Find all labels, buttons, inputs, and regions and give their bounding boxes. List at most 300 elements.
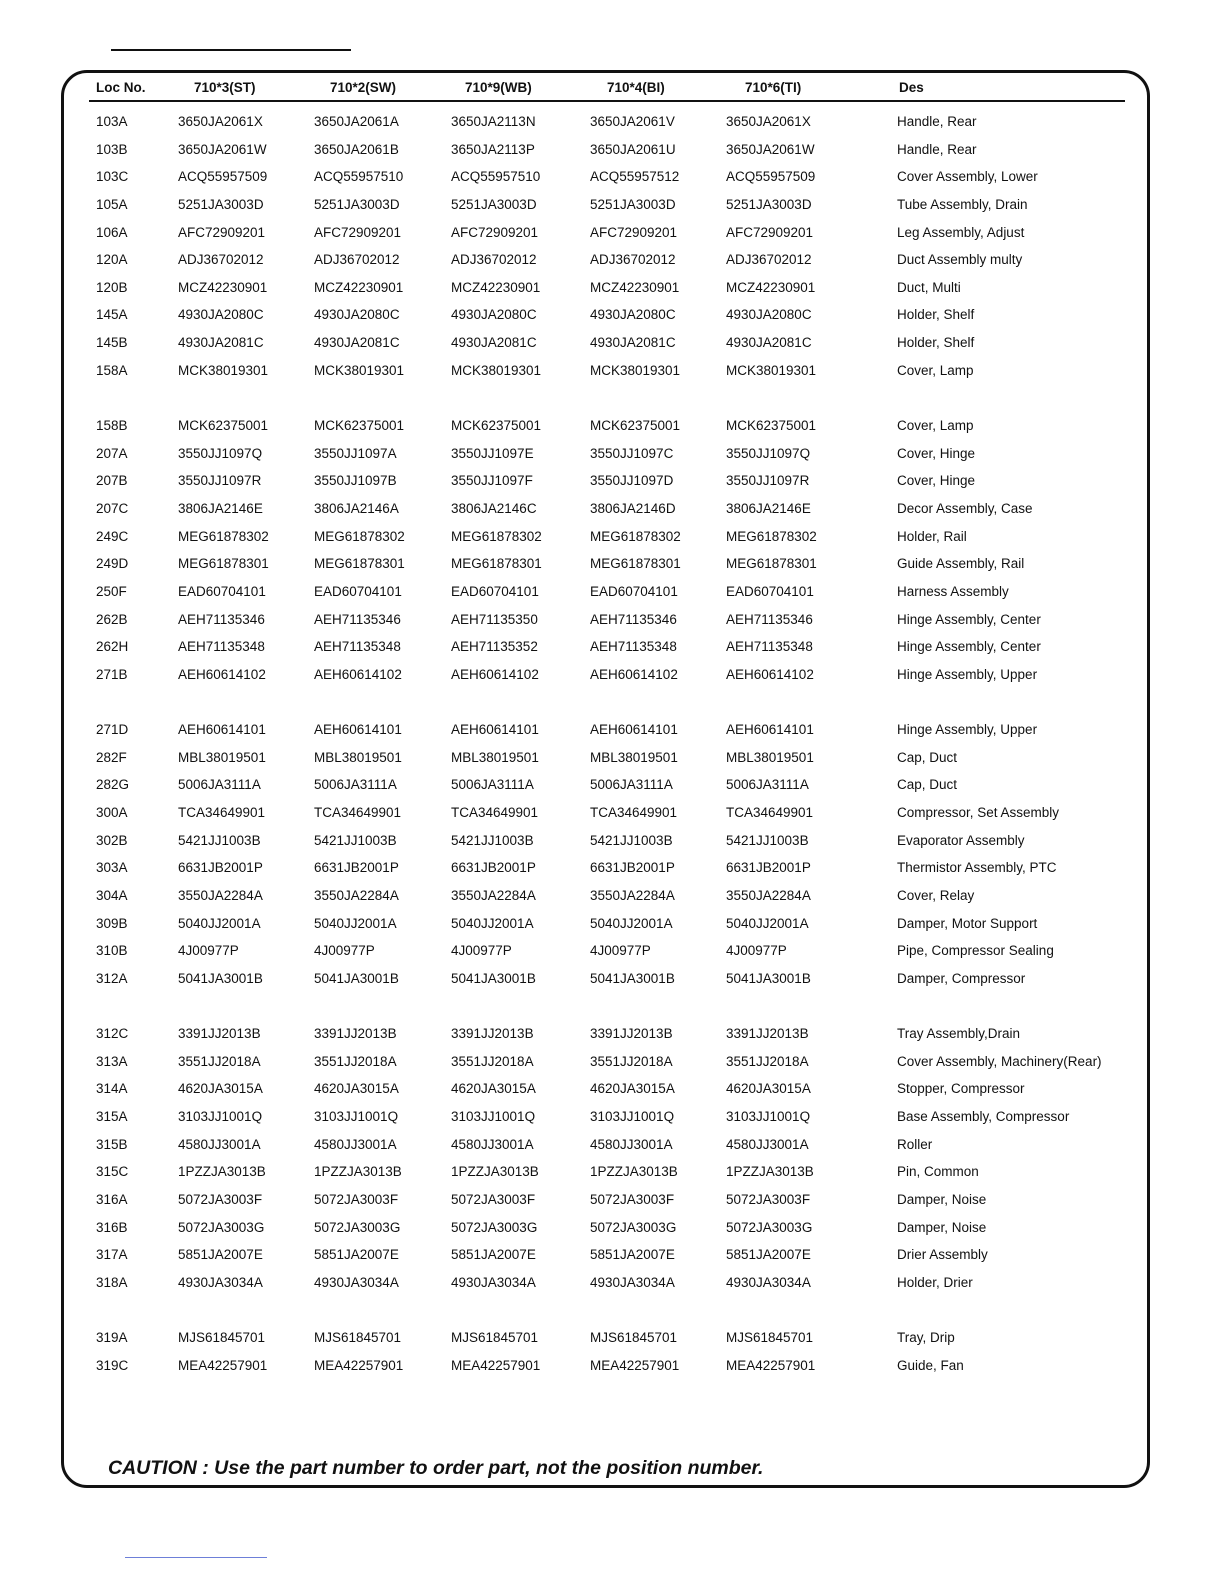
part-number-cell: MJS61845701	[178, 1330, 266, 1346]
loc-no-cell: 282F	[96, 749, 127, 765]
part-number-cell: 3650JA2061B	[314, 141, 399, 157]
part-number-cell: MCZ42230901	[726, 279, 816, 295]
description-cell: Handle, Rear	[897, 141, 977, 157]
loc-no-cell: 145A	[96, 307, 128, 323]
description-cell: Cover, Hinge	[897, 445, 976, 461]
description-cell: Hinge Assembly, Upper	[897, 666, 1038, 682]
part-number-cell: ACQ55957509	[178, 169, 268, 185]
part-number-cell: TCA34649901	[590, 805, 678, 821]
description-cell: Guide Assembly, Rail	[897, 556, 1025, 572]
part-number-cell: 3391JJ2013B	[314, 1026, 397, 1042]
table-row	[0, 550, 1224, 578]
part-number-cell: 5421JJ1003B	[590, 832, 673, 848]
part-number-cell: 5072JA3003G	[451, 1219, 538, 1235]
part-number-cell: MEG61878302	[590, 528, 681, 544]
part-number-cell: ACQ55957509	[726, 169, 816, 185]
loc-no-cell: 120A	[96, 252, 128, 268]
part-number-cell: 3550JJ1097E	[451, 445, 534, 461]
part-number-cell: 3650JA2061X	[178, 114, 263, 129]
part-number-cell: ACQ55957510	[451, 169, 541, 185]
part-number-cell: 1PZZJA3013B	[590, 1164, 678, 1180]
description-cell: Cap, Duct	[897, 749, 958, 765]
table-row	[0, 910, 1224, 938]
description-cell: Thermistor Assembly, PTC	[897, 860, 1057, 876]
table-row	[0, 274, 1224, 302]
part-number-cell: MEG61878301	[178, 556, 269, 572]
description-cell: Pin, Common	[897, 1164, 979, 1180]
part-number-cell: 3550JJ1097Q	[726, 445, 811, 461]
loc-no-cell: 103C	[96, 169, 129, 185]
part-number-cell: 3650JA2061A	[314, 114, 399, 129]
part-number-cell: 3551JJ2018A	[314, 1053, 397, 1069]
part-number-cell: ACQ55957510	[314, 169, 404, 185]
table-row	[0, 495, 1224, 523]
loc-no-cell: 302B	[96, 832, 128, 848]
part-number-cell: 4J00977P	[314, 943, 375, 959]
loc-no-cell: 282G	[96, 777, 130, 793]
table-row	[0, 1186, 1224, 1214]
table-row	[0, 965, 1224, 993]
part-number-cell: 5072JA3003G	[314, 1219, 401, 1235]
part-number-cell: 3806JA2146C	[451, 500, 537, 516]
table-row	[0, 191, 1224, 219]
table-row	[0, 523, 1224, 551]
loc-no-cell: 103A	[96, 114, 128, 129]
loc-no-cell: 315B	[96, 1136, 128, 1152]
description-cell: Damper, Noise	[897, 1219, 987, 1235]
part-number-cell: ACQ55957512	[590, 169, 680, 185]
part-number-cell: MEG61878301	[314, 556, 405, 572]
part-number-cell: 4J00977P	[726, 943, 787, 959]
part-number-cell: MEG61878302	[726, 528, 817, 544]
loc-no-cell: 207C	[96, 500, 129, 516]
loc-no-cell: 314A	[96, 1081, 128, 1097]
part-number-cell: MCK62375001	[314, 418, 405, 434]
description-cell: Damper, Noise	[897, 1191, 987, 1207]
part-number-cell: 4J00977P	[451, 943, 512, 959]
description-cell: Cover, Relay	[897, 887, 975, 903]
description-cell: Duct Assembly multy	[897, 252, 1023, 268]
part-number-cell: AEH71135346	[178, 611, 265, 627]
table-row	[0, 357, 1224, 385]
part-number-cell: 6631JB2001P	[726, 860, 811, 876]
part-number-cell: 3650JA2061X	[726, 114, 811, 129]
part-number-cell: 5072JA3003G	[726, 1219, 813, 1235]
part-number-cell: MCK38019301	[451, 362, 542, 378]
part-number-cell: MEG61878302	[451, 528, 542, 544]
part-number-cell: 3103JJ1001Q	[314, 1109, 399, 1125]
part-number-cell: 5851JA2007E	[590, 1247, 675, 1263]
part-number-cell: 3103JJ1001Q	[178, 1109, 263, 1125]
part-number-cell: 5251JA3003D	[314, 196, 400, 212]
header-model-st: 710*3(ST)	[194, 80, 256, 95]
part-number-cell: 4930JA2081C	[178, 335, 264, 351]
part-number-cell: 6631JB2001P	[314, 860, 399, 876]
part-number-cell: AEH60614101	[314, 722, 402, 738]
part-number-cell: 5851JA2007E	[178, 1247, 263, 1263]
top-rule	[111, 49, 351, 51]
part-number-cell: EAD60704101	[314, 583, 402, 599]
part-number-cell: MBL38019501	[451, 749, 539, 765]
description-cell: Hinge Assembly, Center	[897, 639, 1041, 655]
part-number-cell: 4580JJ3001A	[178, 1136, 261, 1152]
part-number-cell: 4J00977P	[590, 943, 651, 959]
description-cell: Leg Assembly, Adjust	[897, 224, 1025, 240]
description-cell: Stopper, Compressor	[897, 1081, 1025, 1097]
header-description: Des	[899, 80, 924, 95]
loc-no-cell: 262B	[96, 611, 128, 627]
part-number-cell: MCZ42230901	[314, 279, 404, 295]
part-number-cell: AEH71135350	[451, 611, 538, 627]
part-number-cell: 3650JA2061U	[590, 141, 676, 157]
part-number-cell: 5251JA3003D	[451, 196, 537, 212]
header-model-wb: 710*9(WB)	[465, 80, 532, 95]
part-number-cell: 4620JA3015A	[451, 1081, 536, 1097]
part-number-cell: 4930JA3034A	[590, 1274, 675, 1290]
part-number-cell: AFC72909201	[178, 224, 266, 240]
description-cell: Tray Assembly,Drain	[897, 1026, 1021, 1042]
part-number-cell: 1PZZJA3013B	[451, 1164, 539, 1180]
part-number-cell: 5421JJ1003B	[451, 832, 534, 848]
loc-no-cell: 106A	[96, 224, 128, 240]
part-number-cell: 3103JJ1001Q	[726, 1109, 811, 1125]
part-number-cell: MJS61845701	[590, 1330, 678, 1346]
part-number-cell: EAD60704101	[590, 583, 678, 599]
part-number-cell: MCZ42230901	[178, 279, 268, 295]
part-number-cell: 4930JA2081C	[314, 335, 400, 351]
part-number-cell: MBL38019501	[726, 749, 814, 765]
part-number-cell: 5006JA3111A	[178, 777, 261, 793]
part-number-cell: AEH71135346	[590, 611, 677, 627]
part-number-cell: 5040JJ2001A	[314, 915, 397, 931]
part-number-cell: MEA42257901	[726, 1357, 816, 1373]
description-cell: Tray, Drip	[897, 1330, 955, 1346]
table-row	[0, 1158, 1224, 1186]
caution-note: CAUTION : Use the part number to order part, not the position number.	[108, 1457, 764, 1479]
part-number-cell: ADJ36702012	[314, 252, 400, 268]
part-number-cell: 3650JA2061V	[590, 114, 675, 129]
loc-no-cell: 250F	[96, 583, 127, 599]
table-row	[0, 882, 1224, 910]
part-number-cell: 5040JJ2001A	[451, 915, 534, 931]
loc-no-cell: 262H	[96, 639, 129, 655]
part-number-cell: 4930JA3034A	[451, 1274, 536, 1290]
part-number-cell: 6631JB2001P	[178, 860, 263, 876]
loc-no-cell: 120B	[96, 279, 128, 295]
part-number-cell: EAD60704101	[451, 583, 539, 599]
part-number-cell: 4580JJ3001A	[726, 1136, 809, 1152]
part-number-cell: 5251JA3003D	[726, 196, 812, 212]
part-number-cell: AEH60614102	[726, 666, 814, 682]
header-model-sw: 710*2(SW)	[330, 80, 397, 95]
parts-table-body	[0, 108, 1224, 1379]
part-number-cell: AFC72909201	[590, 224, 678, 240]
part-number-cell: 3550JA2284A	[178, 887, 263, 903]
part-number-cell: 4930JA2081C	[451, 335, 537, 351]
part-number-cell: 4620JA3015A	[314, 1081, 399, 1097]
part-number-cell: AEH60614101	[451, 722, 539, 738]
loc-no-cell: 310B	[96, 943, 128, 959]
part-number-cell: MCZ42230901	[590, 279, 680, 295]
part-number-cell: AEH60614102	[314, 666, 402, 682]
part-number-cell: AEH60614101	[726, 722, 814, 738]
part-number-cell: 5251JA3003D	[178, 196, 264, 212]
part-number-cell: 4620JA3015A	[590, 1081, 675, 1097]
part-number-cell: 3650JA2061W	[178, 141, 267, 157]
part-number-cell: MEG61878301	[451, 556, 542, 572]
table-row	[0, 1020, 1224, 1048]
header-loc-no: Loc No.	[96, 80, 146, 95]
part-number-cell: 3391JJ2013B	[451, 1026, 534, 1042]
table-row	[0, 578, 1224, 606]
loc-no-cell: 207A	[96, 445, 128, 461]
part-number-cell: 3650JA2061W	[726, 141, 815, 157]
part-number-cell: AEH60614102	[178, 666, 266, 682]
part-number-cell: MEA42257901	[314, 1357, 404, 1373]
part-number-cell: AEH71135348	[314, 639, 401, 655]
part-number-cell: 3550JA2284A	[590, 887, 675, 903]
part-number-cell: 4930JA3034A	[314, 1274, 399, 1290]
part-number-cell: 5041JA3001B	[726, 970, 811, 986]
part-number-cell: 6631JB2001P	[451, 860, 536, 876]
part-number-cell: 4930JA2080C	[451, 307, 537, 323]
description-cell: Cap, Duct	[897, 777, 958, 793]
part-number-cell: 5006JA3111A	[590, 777, 673, 793]
table-row	[0, 827, 1224, 855]
part-number-cell: 5041JA3001B	[178, 970, 263, 986]
part-number-cell: AFC72909201	[451, 224, 539, 240]
part-number-cell: 3550JJ1097R	[726, 473, 810, 489]
part-number-cell: 5851JA2007E	[314, 1247, 399, 1263]
part-number-cell: 6631JB2001P	[590, 860, 675, 876]
table-row	[0, 937, 1224, 965]
part-number-cell: 5072JA3003F	[178, 1191, 263, 1207]
table-row	[0, 633, 1224, 661]
loc-no-cell: 158B	[96, 418, 128, 434]
description-cell: Cover, Lamp	[897, 362, 974, 378]
table-row	[0, 1269, 1224, 1297]
table-row	[0, 1241, 1224, 1269]
part-number-cell: MCK38019301	[178, 362, 269, 378]
part-number-cell: EAD60704101	[726, 583, 814, 599]
loc-no-cell: 312C	[96, 1026, 129, 1042]
part-number-cell: 3550JJ1097D	[590, 473, 674, 489]
part-number-cell: 3551JJ2018A	[590, 1053, 673, 1069]
part-number-cell: TCA34649901	[178, 805, 266, 821]
part-number-cell: 3806JA2146E	[726, 500, 811, 516]
loc-no-cell: 309B	[96, 915, 128, 931]
loc-no-cell: 315A	[96, 1109, 128, 1125]
table-row	[0, 1048, 1224, 1076]
part-number-cell: 3550JJ1097F	[451, 473, 533, 489]
part-number-cell: 3551JJ2018A	[726, 1053, 809, 1069]
loc-no-cell: 317A	[96, 1247, 128, 1263]
description-cell: Holder, Shelf	[897, 335, 975, 351]
description-cell: Cover, Lamp	[897, 418, 974, 434]
loc-no-cell: 249C	[96, 528, 129, 544]
part-number-cell: 5421JJ1003B	[178, 832, 261, 848]
part-number-cell: MEG61878301	[726, 556, 817, 572]
table-row	[0, 1075, 1224, 1103]
part-number-cell: MJS61845701	[726, 1330, 814, 1346]
part-number-cell: 5072JA3003G	[178, 1219, 265, 1235]
part-number-cell: ADJ36702012	[178, 252, 264, 268]
table-row	[0, 329, 1224, 357]
part-number-cell: ADJ36702012	[451, 252, 537, 268]
part-number-cell: AEH71135346	[314, 611, 401, 627]
part-number-cell: 4930JA2080C	[178, 307, 264, 323]
part-number-cell: 5421JJ1003B	[726, 832, 809, 848]
part-number-cell: 5421JJ1003B	[314, 832, 397, 848]
description-cell: Duct, Multi	[897, 279, 961, 295]
part-number-cell: 5040JJ2001A	[726, 915, 809, 931]
loc-no-cell: 105A	[96, 196, 128, 212]
part-number-cell: 4620JA3015A	[178, 1081, 263, 1097]
table-row	[0, 108, 1224, 136]
part-number-cell: MBL38019501	[178, 749, 266, 765]
table-row	[0, 716, 1224, 744]
table-row	[0, 1324, 1224, 1352]
part-number-cell: 4580JJ3001A	[451, 1136, 534, 1152]
loc-no-cell: 316A	[96, 1191, 128, 1207]
part-number-cell: AEH71135348	[726, 639, 813, 655]
part-number-cell: MEA42257901	[451, 1357, 541, 1373]
bottom-link-line	[125, 1557, 267, 1558]
table-row	[0, 744, 1224, 772]
part-number-cell: AEH71135348	[590, 639, 677, 655]
part-number-cell: MBL38019501	[314, 749, 402, 765]
loc-no-cell: 313A	[96, 1053, 128, 1069]
part-number-cell: MJS61845701	[314, 1330, 402, 1346]
loc-no-cell: 249D	[96, 556, 129, 572]
description-cell: Decor Assembly, Case	[897, 500, 1033, 516]
description-cell: Tube Assembly, Drain	[897, 196, 1028, 212]
part-number-cell: MEA42257901	[590, 1357, 680, 1373]
description-cell: Cover Assembly, Lower	[897, 169, 1038, 185]
part-number-cell: 5041JA3001B	[451, 970, 536, 986]
part-number-cell: 5072JA3003G	[590, 1219, 677, 1235]
part-number-cell: MEG61878302	[178, 528, 269, 544]
part-number-cell: TCA34649901	[314, 805, 402, 821]
description-cell: Holder, Shelf	[897, 307, 975, 323]
table-row	[0, 412, 1224, 440]
part-number-cell: 5041JA3001B	[314, 970, 399, 986]
table-row	[0, 1214, 1224, 1242]
header-model-ti: 710*6(TI)	[745, 80, 802, 95]
table-row	[0, 771, 1224, 799]
part-number-cell: 5040JJ2001A	[178, 915, 261, 931]
part-number-cell: AEH60614102	[590, 666, 678, 682]
part-number-cell: 3806JA2146D	[590, 500, 676, 516]
part-number-cell: 4930JA2080C	[590, 307, 676, 323]
part-number-cell: 3806JA2146A	[314, 500, 399, 516]
part-number-cell: 5072JA3003F	[590, 1191, 675, 1207]
part-number-cell: 3103JJ1001Q	[451, 1109, 536, 1125]
table-row	[0, 1131, 1224, 1159]
part-number-cell: MCK38019301	[314, 362, 405, 378]
part-number-cell: 3551JJ2018A	[178, 1053, 261, 1069]
loc-no-cell: 158A	[96, 362, 128, 378]
part-number-cell: AEH60614102	[451, 666, 539, 682]
table-row	[0, 854, 1224, 882]
part-number-cell: 4930JA2080C	[726, 307, 812, 323]
part-number-cell: 3550JJ1097Q	[178, 445, 263, 461]
loc-no-cell: 300A	[96, 805, 128, 821]
loc-no-cell: 315C	[96, 1164, 129, 1180]
description-cell: Holder, Rail	[897, 528, 967, 544]
part-number-cell: MCK62375001	[178, 418, 269, 434]
part-number-cell: 4930JA2081C	[726, 335, 812, 351]
part-number-cell: MBL38019501	[590, 749, 678, 765]
part-number-cell: MCK38019301	[590, 362, 681, 378]
part-number-cell: 5072JA3003F	[726, 1191, 811, 1207]
part-number-cell: MCK62375001	[726, 418, 817, 434]
part-number-cell: AEH71135346	[726, 611, 813, 627]
description-cell: Hinge Assembly, Center	[897, 611, 1041, 627]
header-model-bi: 710*4(BI)	[607, 80, 665, 95]
part-number-cell: 3650JA2113N	[451, 114, 536, 129]
part-number-cell: 3551JJ2018A	[451, 1053, 534, 1069]
description-cell: Drier Assembly	[897, 1247, 988, 1263]
loc-no-cell: 316B	[96, 1219, 128, 1235]
part-number-cell: AFC72909201	[314, 224, 402, 240]
description-cell: Cover, Hinge	[897, 473, 976, 489]
loc-no-cell: 145B	[96, 335, 128, 351]
part-number-cell: 3550JA2284A	[314, 887, 399, 903]
table-row	[0, 219, 1224, 247]
part-number-cell: 1PZZJA3013B	[178, 1164, 266, 1180]
description-cell: Damper, Motor Support	[897, 915, 1038, 931]
table-row	[0, 661, 1224, 689]
part-number-cell: 5041JA3001B	[590, 970, 675, 986]
part-number-cell: TCA34649901	[451, 805, 539, 821]
loc-no-cell: 303A	[96, 860, 128, 876]
part-number-cell: ADJ36702012	[726, 252, 812, 268]
table-row	[0, 246, 1224, 274]
header-rule	[89, 100, 1125, 102]
part-number-cell: 1PZZJA3013B	[314, 1164, 402, 1180]
part-number-cell: 3103JJ1001Q	[590, 1109, 675, 1125]
part-number-cell: 5072JA3003F	[314, 1191, 399, 1207]
part-number-cell: AEH71135348	[178, 639, 265, 655]
description-cell: Guide, Fan	[897, 1357, 964, 1373]
part-number-cell: 1PZZJA3013B	[726, 1164, 814, 1180]
part-number-cell: 5072JA3003F	[451, 1191, 536, 1207]
part-number-cell: 3550JJ1097C	[590, 445, 674, 461]
table-row	[0, 1352, 1224, 1380]
part-number-cell: 4930JA2080C	[314, 307, 400, 323]
table-row	[0, 163, 1224, 191]
part-number-cell: 3391JJ2013B	[726, 1026, 809, 1042]
part-number-cell: MEG61878301	[590, 556, 681, 572]
loc-no-cell: 207B	[96, 473, 128, 489]
part-number-cell: 5006JA3111A	[726, 777, 809, 793]
description-cell: Roller	[897, 1136, 933, 1152]
part-number-cell: AEH60614101	[590, 722, 678, 738]
loc-no-cell: 304A	[96, 887, 128, 903]
description-cell: Handle, Rear	[897, 114, 977, 129]
part-number-cell: MCK38019301	[726, 362, 817, 378]
description-cell: Base Assembly, Compressor	[897, 1109, 1070, 1125]
description-cell: Harness Assembly	[897, 583, 1009, 599]
part-number-cell: 4580JJ3001A	[314, 1136, 397, 1152]
part-number-cell: 5251JA3003D	[590, 196, 676, 212]
part-number-cell: MCZ42230901	[451, 279, 541, 295]
part-number-cell: 5006JA3111A	[314, 777, 397, 793]
part-number-cell: 5851JA2007E	[451, 1247, 536, 1263]
part-number-cell: 4J00977P	[178, 943, 239, 959]
part-number-cell: MJS61845701	[451, 1330, 539, 1346]
